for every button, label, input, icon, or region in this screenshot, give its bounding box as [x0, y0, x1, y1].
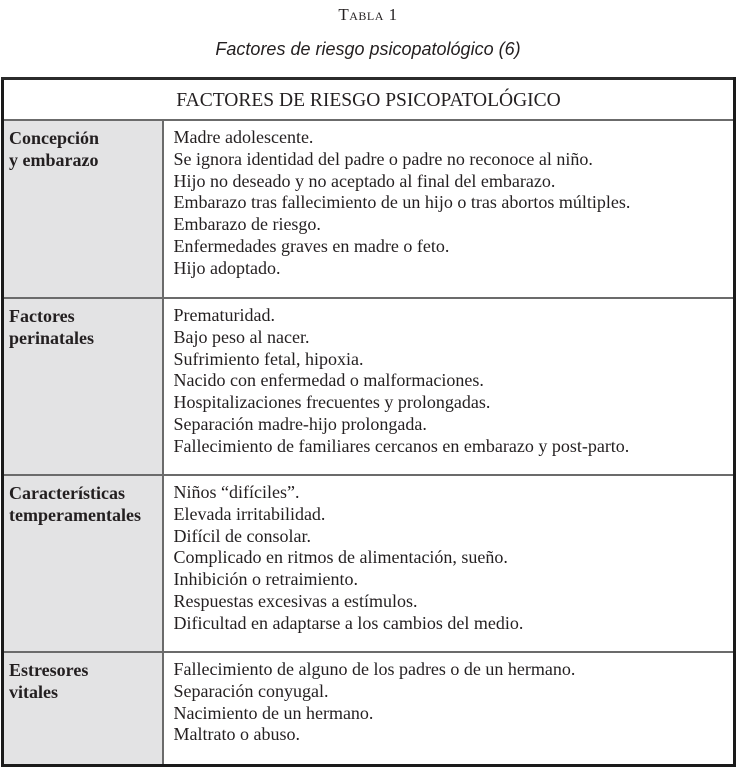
table-row-concepcion-embarazo — [3, 120, 735, 298]
risk-item: Bajo peso al nacer. — [173, 326, 310, 347]
risk-item: Sufrimiento fetal, hipoxia. — [173, 348, 364, 369]
risk-item: Dificultad en adaptarse a los cambios del medio. — [173, 612, 524, 633]
table-row-factores-perinatales — [3, 298, 735, 475]
risk-item: Enfermedades graves en madre o feto. — [173, 235, 450, 256]
risk-item: Nacido con enfermedad o malformaciones. — [173, 370, 484, 391]
category-label: temperamentales — [9, 505, 141, 525]
risk-item: Nacimiento de un hermano. — [173, 702, 374, 723]
risk-item: Niños “difíciles”. — [173, 482, 300, 502]
category-label: perinatales — [9, 328, 94, 348]
category-cell — [3, 652, 163, 766]
category-cell — [3, 120, 163, 298]
risk-item: Prematuridad. — [173, 305, 275, 325]
category-label: Estresores — [9, 660, 89, 680]
category-label: Características — [9, 483, 125, 503]
risk-item: Se ignora identidad del padre o padre no reconoce al niño. — [173, 148, 593, 169]
items-cell — [163, 120, 735, 298]
category-label: Factores — [9, 306, 75, 326]
items-cell — [163, 475, 735, 652]
category-label: vitales — [9, 682, 58, 702]
risk-factors-table — [1, 77, 736, 767]
risk-item: Separación madre-hijo prolongada. — [173, 413, 427, 434]
category-label: y embarazo — [9, 150, 99, 170]
category-cell — [3, 298, 163, 475]
category-label: Concepción — [9, 128, 99, 148]
table-row-caracteristicas-temperamentales — [3, 475, 735, 652]
risk-item: Hijo no deseado y no aceptado al final del embarazo. — [173, 170, 556, 191]
risk-item: Complicado en ritmos de alimentación, sueño. — [173, 547, 508, 568]
table-caption: Factores de riesgo psicopatológico (6) — [215, 39, 521, 59]
risk-item: Respuestas excesivas a estímulos. — [173, 590, 418, 611]
risk-item: Fallecimiento de familiares cercanos en embarazo y post-parto. — [173, 435, 630, 456]
risk-item: Fallecimiento de alguno de los padres o de un hermano. — [173, 659, 576, 679]
risk-item: Embarazo tras fallecimiento de un hijo o tras abortos múltiples. — [173, 192, 631, 213]
items-cell — [163, 298, 735, 475]
table-row-estresores-vitales — [3, 652, 735, 766]
items-cell — [163, 652, 735, 766]
risk-item: Madre adolescente. — [173, 127, 314, 147]
risk-item: Hijo adoptado. — [173, 257, 281, 278]
risk-item: Embarazo de riesgo. — [173, 214, 321, 235]
table-header: FACTORES DE RIESGO PSICOPATOLÓGICO — [3, 79, 735, 121]
risk-item: Separación conyugal. — [173, 680, 329, 701]
table-label: Tabla 1 — [338, 5, 398, 24]
table-header-row — [3, 79, 735, 121]
risk-item: Elevada irritabilidad. — [173, 503, 326, 524]
risk-item: Hospitalizaciones frecuentes y prolongadas. — [173, 392, 491, 413]
risk-item: Difícil de consolar. — [173, 525, 311, 546]
risk-item: Maltrato o abuso. — [173, 724, 300, 745]
risk-item: Inhibición o retraimiento. — [173, 569, 358, 590]
category-cell — [3, 475, 163, 652]
